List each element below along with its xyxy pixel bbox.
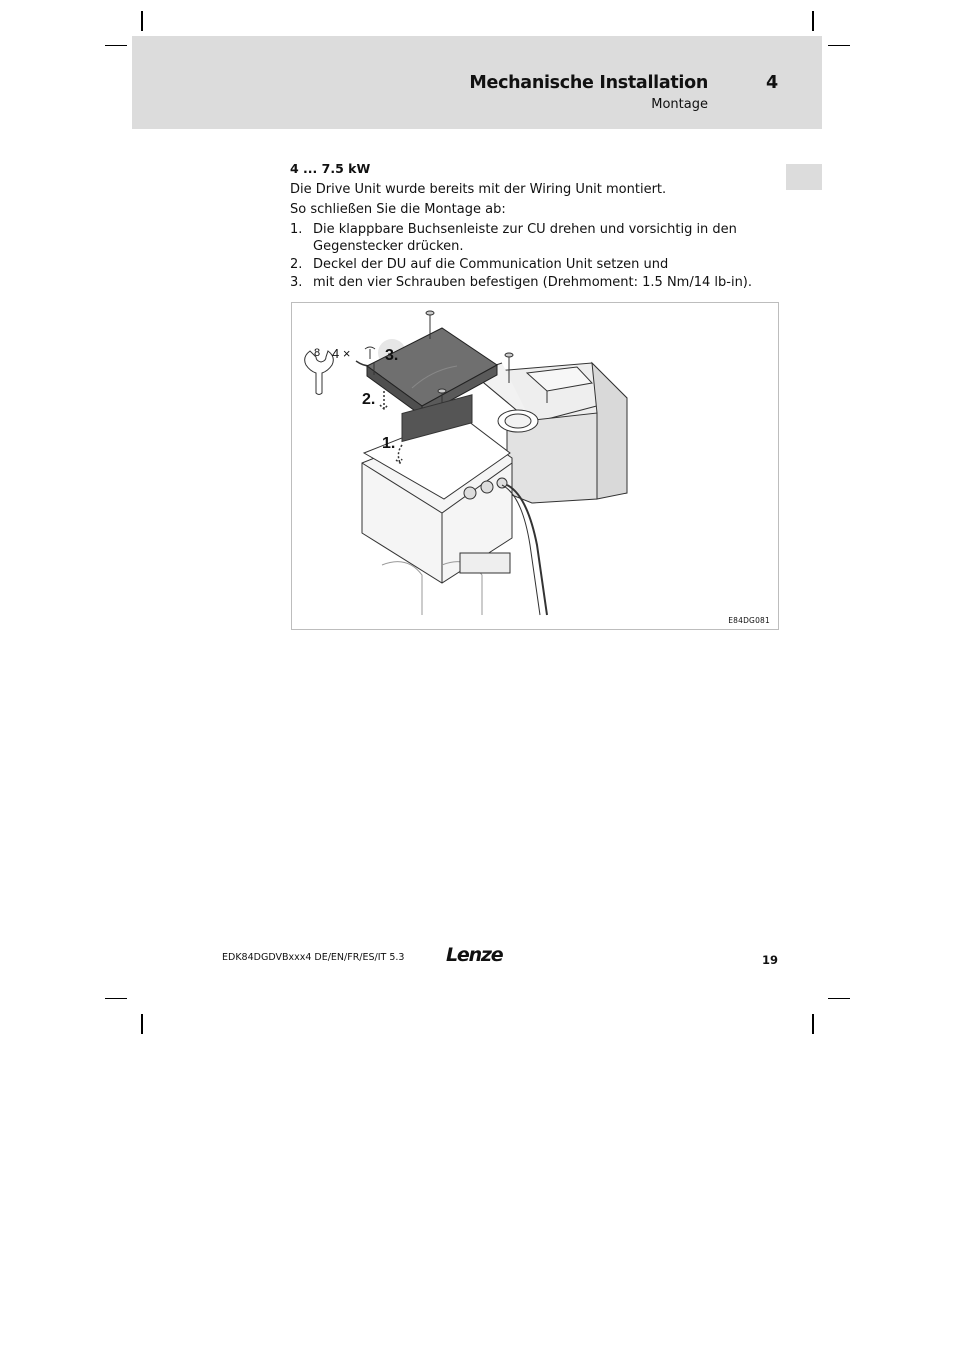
step-number: 1. [290, 222, 303, 237]
intro-paragraph: So schließen Sie die Montage ab: [290, 202, 506, 217]
chapter-title: Mechanische Installation [469, 73, 708, 93]
intro-paragraph: Die Drive Unit wurde bereits mit der Wiring Unit montiert. [290, 182, 667, 197]
chapter-side-tab [786, 164, 822, 190]
step-1-label: 1. [382, 435, 396, 452]
crop-mark [812, 1014, 814, 1034]
crop-mark [828, 45, 850, 46]
step-item [290, 256, 780, 273]
crop-mark [105, 45, 127, 46]
chapter-number: 4 [766, 73, 779, 93]
crop-mark [141, 1014, 143, 1034]
crop-mark [141, 11, 143, 31]
step-text: Deckel der DU auf die Communication Unit setzen und [313, 257, 669, 272]
step-number: 2. [290, 257, 303, 272]
step-3-label: 3. [385, 347, 399, 364]
step-number: 3. [290, 275, 303, 290]
section-heading: 4 ... 7.5 kW [290, 161, 371, 176]
du-cover [367, 311, 513, 418]
crop-mark [828, 998, 850, 999]
section-content [290, 160, 780, 292]
step-list [290, 221, 780, 291]
page-number: 19 [762, 953, 779, 967]
wrench-size-label: 8 [314, 347, 321, 359]
lenze-logo: Lenze [446, 944, 503, 966]
assembly-figure [291, 302, 779, 630]
step-2-label: 2. [362, 391, 376, 408]
step-item [290, 221, 780, 255]
figure-code: E84DG081 [728, 616, 770, 625]
chapter-subtitle: Montage [651, 97, 708, 112]
assembly-illustration [292, 303, 778, 629]
step-text: mit den vier Schrauben befestigen (Drehmoment: 1.5 Nm/14 lb-in). [313, 275, 753, 290]
document-id: EDK84DGDVBxxx4 DE/EN/FR/ES/IT 5.3 [222, 952, 405, 963]
crop-mark [105, 998, 127, 999]
screw-count-label: 4 × [332, 346, 351, 361]
crop-mark [812, 11, 814, 31]
step-item [290, 274, 780, 291]
step-text: Die klappbare Buchsenleiste zur CU drehen und vorsichtig in den Gegenstecker drücken. [313, 222, 737, 254]
